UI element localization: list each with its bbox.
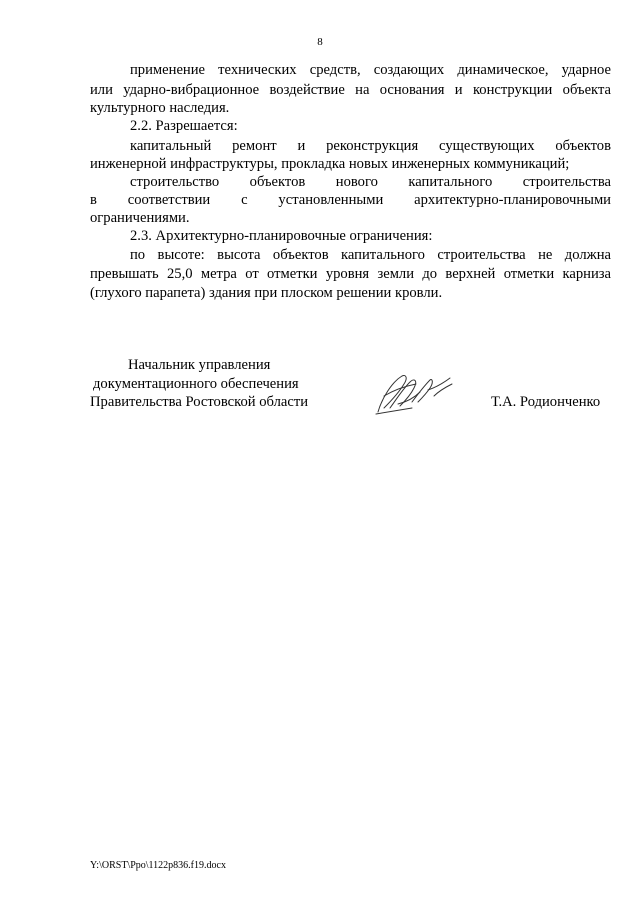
body-line-12: превышать 25,0 метра от отметки уровня земли до верхней отметки карниза: [90, 266, 611, 282]
body-line-9: ограничениями.: [90, 210, 190, 226]
file-path-footer: Y:\ORST\Ppo\1122p836.f19.docx: [90, 860, 226, 871]
body-line-11: по высоте: высота объектов капитального строительства не должна: [130, 247, 611, 263]
signer-name: Т.А. Родионченко: [491, 394, 601, 410]
body-line-7: строительство объектов нового капитального строительства: [130, 174, 611, 190]
body-line-6: инженерной инфраструктуры, прокладка новых инженерных коммуникаций;: [90, 156, 570, 172]
signer-title-line-3: Правительства Ростовской области: [90, 394, 309, 410]
section-2-3-heading: 2.3. Архитектурно-планировочные ограничения:: [130, 228, 433, 244]
body-line-2: или ударно-вибрационное воздействие на основания и конструкции объекта: [90, 82, 611, 98]
body-line-3: культурного наследия.: [90, 100, 230, 116]
body-line-1: применение технических средств, создающих динамическое, ударное: [130, 62, 611, 78]
signer-title-line-2: документационного обеспечения: [93, 376, 299, 392]
body-line-8: в соответствии с установленными архитектурно-планировочными: [90, 192, 611, 208]
section-2-2-heading: 2.2. Разрешается:: [130, 118, 238, 134]
body-line-5: капитальный ремонт и реконструкция существующих объектов: [130, 138, 611, 154]
handwritten-signature: [372, 368, 462, 418]
signer-title-line-1: Начальник управления: [128, 357, 271, 373]
body-line-13: (глухого парапета) здания при плоском решении кровли.: [90, 285, 443, 301]
page-number: 8: [317, 36, 323, 48]
